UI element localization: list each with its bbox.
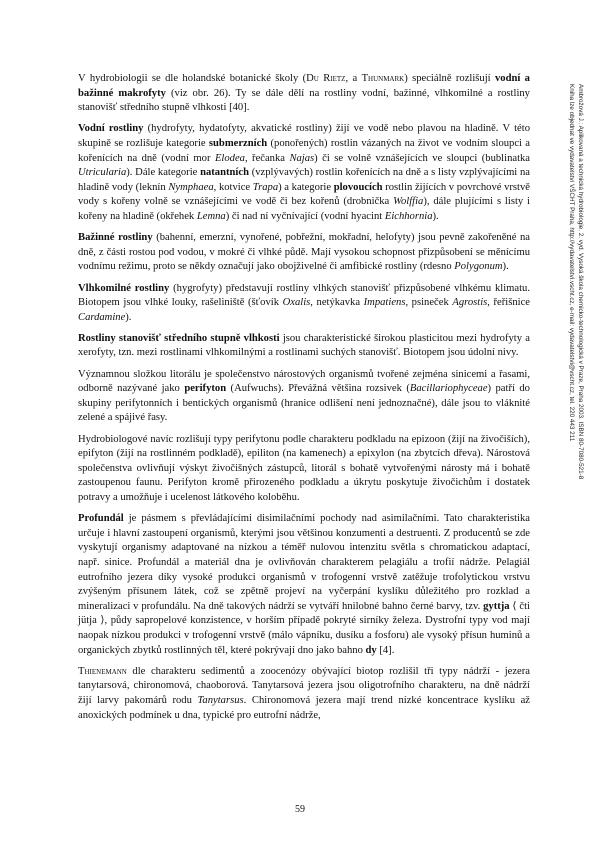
text-run: V hydrobiologii se dle holandské botanické školy ( (78, 73, 307, 84)
text-run: ) či se volně vznášejících ve sloupci (bublinatka (314, 152, 531, 164)
paragraph (78, 282, 530, 326)
text-run: ) či nad ní vyčnívající (vodní hyacint (225, 210, 385, 222)
text-run: (viz obr. 26). Ty se dále dělí na rostliny vodní, bažinné, vlhkomilné a rostliny stanovišť středního stupně vlhkosti [40]. (78, 87, 530, 114)
italic-taxon: Impatiens (363, 297, 406, 309)
text-run: ). Dále kategorie (126, 167, 201, 179)
side-publication-note (534, 84, 588, 684)
italic-taxon: Nymphaea (168, 181, 214, 193)
side-note-line-1: Ambrožová J.: Aplikovaná a technická hydrobiologie. 2. vyd. Vysoká škola chemicko-technologická v Praze, Praha 2003. ISBN 80-7080-521-8 (577, 84, 584, 480)
text-run: je pásmem s převládajícími disimilačními pochody nad asimilačními. Tato charakteristika určuje i hlavní zastoupení organismů, kterými jsou většinou konzumenti a destruenti. Z producentů se zde vyskytují organismy adaptované na nízkou a téměř nulovou intenzitu světla s chromatickou adaptací, např. sinice. Profundál a materiál dna je ovlivňován charakterem pelagiálu a trofií nádrže. Pelagiál eutrofního jezera díky vysoké produkci organismů v trofogenní vrstvě zatěžuje trofolytickou vrstvu zvýšeným přísunem látek, což se zpětně projeví na vyčerpání kyslíku důležitého pro rozklad a mineralizaci v profundálu. Na dně takových nádrží se vytváří hnilobné bahno černé barvy, tzv. (78, 513, 530, 612)
text-run: dle charakteru sedimentů a zoocenózy obývající biotop rozlišil tři typy nádrží - jezera tanytarsová, chironomová, chaoborová. Tanytarsová jezera jsou oligotrofního charakteru, na dně nádrží žijí larvy pakomárů rodu (78, 665, 530, 706)
text-run: Hydrobiologové navíc rozlišují typy perifytonu podle charakteru podkladu na epizoon (žijí na živočiších), epifyton (žijí na rostlinném podkladě), epiliton (na kamenech) a epixylon (na zbytcích dřeva). Nárostová společenstva ovlivňují výskyt živočišných zástupců, litorál s bohatě vytvořenými nárosty má i bohatě zastoupenou faunu. Perifyton kromě přirozeného podkladu a úkrytu poskytuje živočichům i dostatek potravy a umožňuje i ucelenost látkového koloběhu. (78, 433, 530, 503)
italic-taxon: Agrostis (452, 297, 488, 309)
italic-taxon: Utricularia (78, 167, 127, 179)
text-run: (hydrofyty, hydatofyty, akvatické rostliny) žijí ve vodě nebo plavou na hladině. V této skupině se rozlišuje kategorie (78, 123, 530, 149)
italic-taxon: Oxalis (282, 297, 311, 309)
text-run: , kotvice (213, 181, 253, 193)
text-run: , a (345, 73, 362, 84)
italic-taxon: Elodea, (214, 152, 248, 164)
text-run: , netýkavka (310, 297, 364, 309)
side-note-line-2: Kniha lze objednat ve vydavatelství VŠCHT Praha, http://vydavatelstvi.vscht.cz, e-mail: vydavatelstvi@vscht.cz, tel. 220 443 211 (568, 84, 576, 442)
italic-taxon: Eichhornia (384, 210, 433, 222)
body-text (78, 72, 530, 730)
text-run: (ponořených) rostlin vázaných na život ve vodním sloupci a kořenících na dně (vodní mor (78, 137, 530, 164)
bold-term: submerzních (208, 137, 268, 149)
paragraph (78, 231, 530, 275)
italic-taxon: Trapa (252, 181, 279, 193)
text-run: Významnou složkou litorálu je společenstvo nárostových organismů tvořené zejména sinicemi a řasami, odborně nazývané jako (78, 368, 530, 395)
bold-term: dy (365, 644, 377, 656)
text-run: jsou charakteristické širokou plasticitou mezi hydrofyty a xerofyty, tzn. mezi rostlinami vlhkomilnými a rostlinami suchých stanovišť. Biotopem jsou údolní nivy. (78, 332, 530, 359)
bold-term: natantních (200, 167, 249, 179)
text-run: ) patří do skupiny perifytonních i bentických organismů (hranice odlišení není jednoznačné), dále jsou to vláknité zelené a spájivé řasy. (78, 383, 530, 424)
text-run: , řeřišnice (487, 297, 530, 309)
paragraph (78, 512, 530, 658)
bold-term: perifyton (184, 383, 227, 395)
text-run: ). (125, 311, 132, 323)
bold-term: plovoucích (333, 181, 383, 193)
paragraph (78, 433, 530, 506)
author-name: Thienemann (78, 665, 127, 677)
page-number: 59 (295, 804, 305, 815)
text-run: (bahenní, emerzní, vynořené, pobřežní, mokřadní, helofyty) jsou pevně zakořeněné na dně, z části rostou pod vodou, v mokré či vlhké půdě. Mají vysokou schopnost přizpůsobení se měnícímu vodnímu režimu, proto se někdy označují jako obojživelné či amfibické rostliny (rdesno (78, 232, 530, 273)
bold-term: vodní a bažinné makrofyty (78, 73, 530, 99)
text-run: (hygrofyty) představují rostliny vlhkých stanovišť přizpůsobené vlhkému klimatu. Biotopem jsou vlhké louky, rašeliniště (šťovík (78, 282, 530, 309)
bold-term: Vodní rostliny (78, 123, 144, 135)
text-run: ), dále plujícími s listy i kořeny na hladině (okřehek (78, 196, 530, 222)
italic-taxon: Najas (289, 152, 315, 164)
bold-term: Profundál (78, 513, 124, 525)
side-note-text (567, 84, 584, 644)
text-run: (Aufwuchs). Převážná většina rozsivek ( (226, 383, 410, 395)
paragraph (78, 122, 530, 224)
paragraph (78, 368, 530, 426)
text-run: ). (502, 261, 509, 273)
text-run: . Chironomová jezera mají trend nízké koncentrace kyslíku až anoxických podmínek u dna, typické pro eutrofní nádrže, (78, 694, 530, 721)
text-run: ). (432, 210, 439, 222)
text-run: rostlin žijících v povrchové vrstvě vody s kořeny volně se vznášejícími ve vodě či bez kořenů (drobnička (78, 181, 530, 208)
author-name: Du Rietz (306, 73, 346, 84)
italic-taxon: Cardamine (78, 311, 126, 323)
text-run: [4]. (376, 644, 395, 656)
paragraph (78, 72, 530, 116)
bold-term: Bažinné rostliny (78, 232, 153, 244)
text-run: ) speciálně rozlišují (404, 73, 495, 84)
text-run: ⟨ čti jütja ⟩, půdy sapropelové konzistence, v horším případě pokryté sirníky železa. Dystrofní typy vod mají naopak nízkou produkci v trofogenní vrstvě (málo vápníku, dusíku a fosforu) ale vysoký přísun huminů a organických zbytků rostlinných těl, které pokrývají dno jako bahno (78, 600, 530, 656)
paragraph (78, 332, 530, 361)
paragraph (78, 665, 530, 723)
text-run: , psineček (405, 297, 453, 309)
italic-taxon: Polygonum (454, 261, 503, 273)
bold-term: Rostliny stanovišť středního stupně vlhkosti (78, 332, 280, 344)
text-run: řečanka (247, 152, 290, 164)
italic-taxon: Wolffia (393, 196, 424, 208)
text-run: ) a kategorie (278, 181, 334, 193)
text-run: (vzplývavých) rostlin kořenících na dně a s listy vzplývajícími na hladině vody (leknín (78, 167, 530, 193)
italic-taxon: Lemna (196, 210, 226, 222)
author-name: Thunmark (361, 73, 405, 84)
bold-term: Vlhkomilné rostliny (78, 282, 170, 294)
italic-taxon: Bacillariophyceae (409, 383, 488, 395)
bold-term: gyttja (483, 600, 510, 612)
italic-taxon: Tanytarsus (197, 694, 244, 706)
